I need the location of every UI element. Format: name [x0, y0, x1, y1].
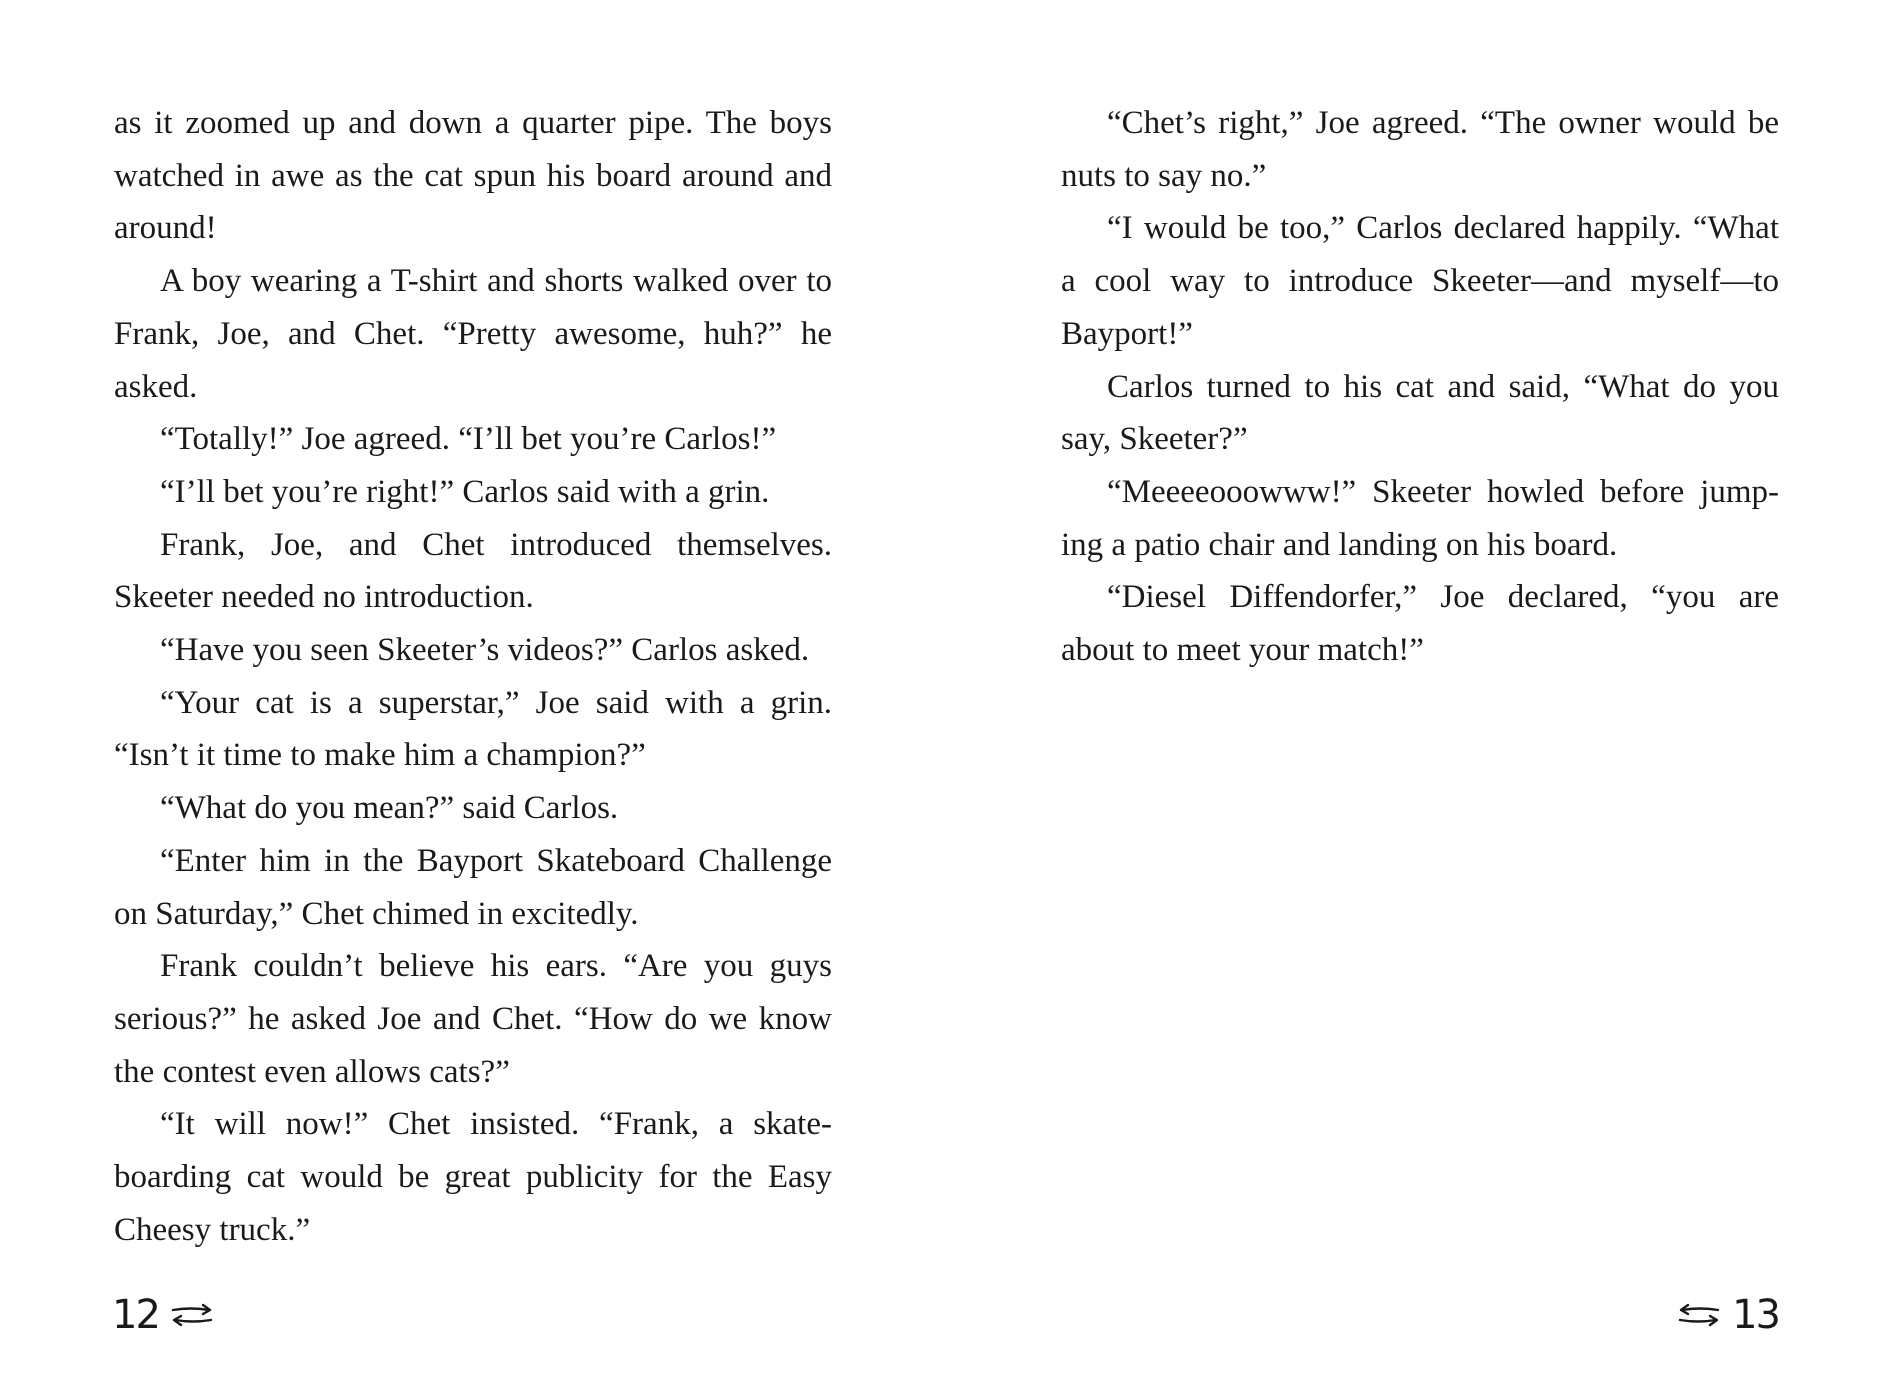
paragraph: as it zoomed up and down a quarter pipe. The boys watched in awe as the cat spun his board around and around!: [114, 105, 832, 247]
paragraph: “Enter him in the Bayport Skateboard Challenge on Saturday,” Chet chimed in excitedly.: [114, 842, 832, 932]
paragraph: “I would be too,” Carlos declared happily. “What a cool way to introduce Skeeter—and myself—to Bayport!”: [1061, 210, 1779, 352]
page-number: 12: [112, 1292, 159, 1338]
paragraph: “What do you mean?” said Carlos.: [160, 790, 619, 827]
paragraph: “Have you seen Skeeter’s videos?” Carlos asked.: [160, 632, 810, 669]
paragraph: “It will now!” Chet insisted. “Frank, a skate-boarding cat would be great publicity for the Easy Cheesy truck.”: [114, 1106, 832, 1248]
double-arrow-icon: [169, 1302, 215, 1328]
double-arrow-icon: [1676, 1302, 1722, 1328]
paragraph: “Diesel Diffendorfer,” Joe declared, “you are about to meet your match!”: [1061, 579, 1779, 669]
paragraph: “Chet’s right,” Joe agreed. “The owner would be nuts to say no.”: [1061, 105, 1779, 194]
left-folio: [112, 1290, 215, 1340]
paragraph: Frank, Joe, and Chet introduced themselves. Skeeter needed no introduction.: [114, 526, 832, 616]
paragraph: “I’ll bet you’re right!” Carlos said with a grin.: [160, 473, 770, 510]
paragraph: “Meeeeooowww!” Skeeter howled before jump-ing a patio chair and landing on his board.: [1061, 473, 1779, 563]
paragraph: A boy wearing a T-shirt and shorts walked over to Frank, Joe, and Chet. “Pretty awesome, huh?” he asked.: [114, 263, 832, 405]
right-page: [1061, 97, 1779, 677]
paragraph: “Totally!” Joe agreed. “I’ll bet you’re Carlos!”: [160, 421, 777, 458]
paragraph: “Your cat is a superstar,” Joe said with a grin. “Isn’t it time to make him a champion?”: [114, 684, 832, 774]
paragraph: Carlos turned to his cat and said, “What do you say, Skeeter?”: [1061, 368, 1779, 458]
page-number: 13: [1732, 1292, 1779, 1338]
left-page: [114, 97, 832, 1256]
paragraph: Frank couldn’t believe his ears. “Are you guys serious?” he asked Joe and Chet. “How do we know the contest even allows cats?”: [114, 948, 832, 1090]
right-folio: [1676, 1290, 1779, 1340]
